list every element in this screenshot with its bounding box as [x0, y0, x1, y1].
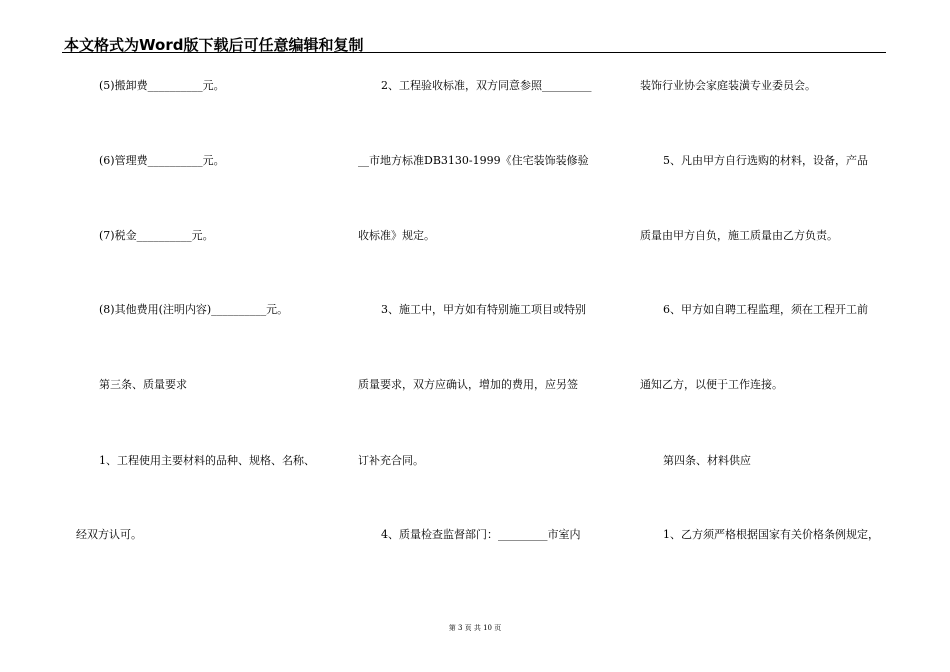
text-line: 通知乙方，以便于工作连接。	[640, 378, 783, 391]
page-number-footer: 第 3 页 共 10 页	[448, 624, 502, 632]
text-line: (6)管理费__________元。	[99, 154, 225, 167]
section-heading: 第三条、质量要求	[99, 378, 187, 391]
text-line: 5、凡由甲方自行选购的材料，设备，产品	[663, 154, 868, 167]
text-line: 经双方认可。	[76, 528, 142, 541]
text-line: (5)搬卸费__________元。	[99, 79, 225, 92]
text-line: 3、施工中，甲方如有特别施工项目或特别	[381, 303, 586, 316]
text-line: 质量要求，双方应确认，增加的费用，应另签	[358, 378, 578, 391]
text-line: (8)其他费用(注明内容)__________元。	[99, 303, 289, 316]
text-line: 2、工程验收标准，双方同意参照_________	[381, 79, 592, 92]
text-line: 装饰行业协会家庭装潢专业委员会。	[640, 79, 816, 92]
document-header-title: 本文格式为Word版下载后可任意编辑和复制	[64, 36, 364, 54]
text-column-middle	[358, 0, 608, 672]
text-line: 收标准》规定。	[358, 229, 435, 242]
text-column-left	[76, 0, 336, 672]
text-line: 6、甲方如自聘工程监理，须在工程开工前	[663, 303, 868, 316]
text-column-right	[640, 0, 894, 672]
text-line: 1、工程使用主要材料的品种、规格、名称、	[99, 454, 315, 467]
text-line: 1、乙方须严格根据国家有关价格条例规定，	[663, 528, 879, 541]
text-line: 订补充合同。	[358, 454, 424, 467]
text-line: 4、质量检查监督部门：_________市室内	[381, 528, 581, 541]
text-line: (7)税金__________元。	[99, 229, 214, 242]
text-line: 质量由甲方自负，施工质量由乙方负责。	[640, 229, 838, 242]
text-line: __市地方标准DB3130-1999《住宅装饰装修验	[358, 154, 589, 167]
section-heading: 第四条、材料供应	[663, 454, 751, 467]
